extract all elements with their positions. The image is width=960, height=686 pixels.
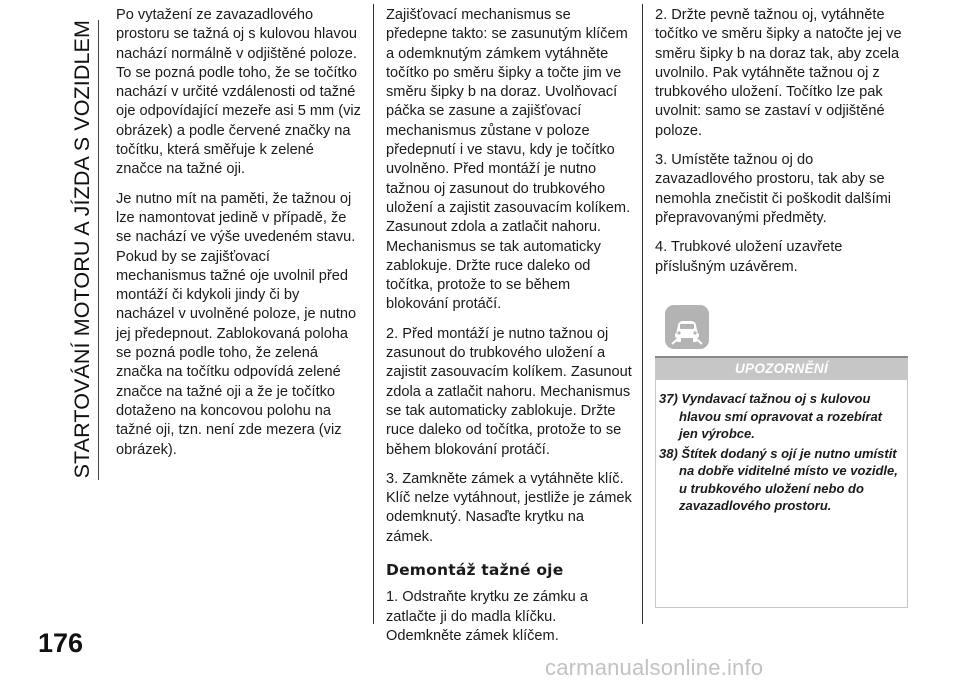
car-warning-icon [664,304,710,350]
paragraph: Je nutno mít na paměti, že tažnou oj lze namontovat jedině v případě, že se nachází ve výše uvedeném stavu. Pokud by se zajišťovací mechanismus tažné oje uvolnil před montáží či kdykoli jindy či by nacházel v uvolněné poloze, je nutno jej předepnout. Zablokovaná poloha se pozná podle toho, že zelená značka na točítku odpovídá zelené značce na tažné oji a že je točítko dotaženo na koncovou polohu na tažné oji, tzn. není zde mezera (viz obrázek). [116,190,357,458]
warning-item: 37) Vyndavací tažnou oj s kulovou hlavou smí opravovat a rozebírat jen výrobce. [659,391,883,441]
section-heading: Demontáž tažné oje [386,561,564,580]
column-divider [373,4,374,624]
section-title-vertical [52,20,112,480]
paragraph: 3. Umístěte tažnou oj do zavazadlového prostoru, tak aby se nemohla znečistit či poškodit dalšími přepravovanými předměty. [655,152,892,226]
page-number: 176 [38,628,84,658]
text-column-3 [655,6,910,287]
paragraph: 4. Trubkové uložení uzavřete příslušným uzávěrem. [655,239,843,275]
warning-item: 38) Štítek dodaný s ojí je nutno umístit na dobře viditelné místo ve vozidle, u trubkového uložení nebo do zavazadlového prostoru. [659,445,898,513]
warning-body [655,380,908,608]
warning-title: UPOZORNĚNÍ [655,356,908,380]
sidebar-divider [98,20,99,480]
section-title-text: STARTOVÁNÍ MOTORU A JÍZDA S VOZIDLEM [70,20,94,479]
paragraph: 2. Držte pevně tažnou oj, vytáhněte točítko ve směru šipky a natočte jej ve směru šipky b na doraz tak, aby zcela uvolnilo. Pak vytáhněte tažnou oj z trubkového uložení. Točítko lze pak uvolnit: samo se zastaví v odjištěné poloze. [655,7,902,139]
warning-box [655,304,908,608]
paragraph: 3. Zamkněte zámek a vytáhněte klíč. Klíč nelze vytáhnout, jestliže je zámek odemknutý. Nasaďte krytku na zámek. [386,470,632,545]
column-divider [642,4,643,624]
watermark: carmanualsonline.info [545,655,764,680]
text-column-2 [386,6,632,656]
paragraph: Zajišťovací mechanismus se předepne takto: se zasunutým klíčem a odemknutým zámkem vytáhněte točítko po směru šipky a točte jim ve směru šipky b na doraz. Uvolňovací páčka se zasune a zajišťovací mechanismus zůstane v poloze předepnutí i ve stavu, kdy je točítko uvolněno. Před montáží je nutno tažnou oj zasunout do trubkového uložení a zajistit zasouvacím kolíkem. Zasunout zdola a zatlačit nahoru. Mechanismus se tak automaticky zablokuje. Držte ruce daleko od točítka, protože to se během blokování protáčí. [386,7,631,313]
paragraph: 1. Odstraňte krytku ze zámku a zatlačte ji do madla klíčku. Odemkněte zámek klíčem. [386,589,588,644]
paragraph: Po vytažení ze zavazadlového prostoru se tažná oj s kulovou hlavou nachází normálně v odjištěné poloze. To se pozná podle toho, že se točítko nachází v určité vzdálenosti od tažné oje odpovídající mezeře asi 5 mm (viz obrázek) a podle červené značky na točítku, která směřuje k zelené značce na tažné oji. [116,7,361,178]
paragraph: 2. Před montáží je nutno tažnou oj zasunout do trubkového uložení a zajistit zasouvacím kolíkem. Zasunout zdola a zatlačit nahoru. Mechanismus se tak automaticky zablokuje. Držte ruce daleko od točítka, protože to se během blokování protáčí. [386,325,632,458]
text-column-1 [116,6,361,470]
